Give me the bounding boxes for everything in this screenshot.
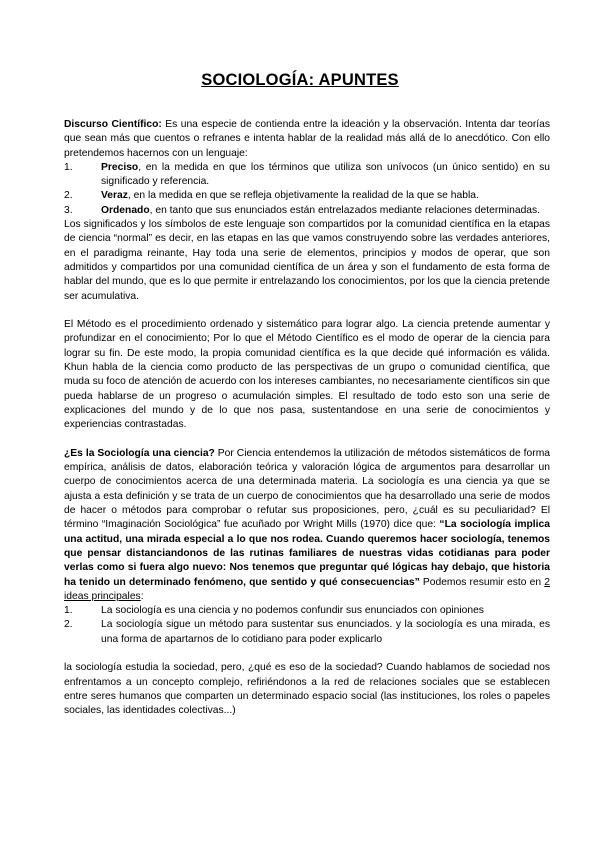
ciencia-text: Por Ciencia entendemos la utilización de métodos sistemáticos de forma empírica, análisis de datos, elaboración teórica y valoración lógica de argumentos para desarrollar un cuerpo de conocimientos acerca de una determinada materia. La sociología es una ciencia ya que se ajusta a esta definición y se trata de un cuerpo de conocimientos que ha desarrollado una serie de modos de hacer o métodos para comprobar o refutar sus proposiciones, pero, ¿cuál es su peculiaridad? El término “Imaginación Sociológica” fue acuñado por Wright Mills (1970) dice que: bbox=[64, 447, 550, 531]
discurso-paragraph bbox=[64, 118, 550, 161]
list-item bbox=[64, 618, 550, 647]
ciencia-paragraph: ¿Es la Sociología una ciencia? Por Ciencia entendemos la utilización de métodos sistemáticos de forma empírica, análisis de datos, elaboración teórica y valoración lógica de argumentos para desarrollar un cuerpo de conocimientos acerca de una determinada materia. La sociología es una ciencia ya que se ajusta a esta definición y se trata de un cuerpo de conocimientos que ha desarrollado una serie de modos de hacer o métodos para comprobar o refutar sus proposiciones, pero, ¿cuál es su peculiaridad? El término “Imaginación Sociológica” fue acuñado por Wright Mills (1970) dice que: “La sociología implica una actitud, una mirada especial a lo que nos rodea. Cuando queremos hacer sociología, tenemos que pensar distanciandonos de las rutinas familiares de nuestras vidas cotidianas para poder verlas como si fuera algo nuevo: Nos tenemos que preguntar qué lógicas hay debajo, que historia ha tenido un determinado fenómeno, que sentido y qué consecuencias” Podemos resumir esto en 2 ideas principales: bbox=[64, 447, 550, 602]
list-number: 1. bbox=[64, 161, 73, 173]
page-title: SOCIOLOGÍA: APUNTES bbox=[201, 71, 399, 89]
list-text: , en la medida en que los términos que utiliza son unívocos (un único sentido) en su significado y referencia. bbox=[101, 161, 550, 188]
mills-quote: “La sociología implica una actitud, una mirada especial a lo que nos rodea. Cuando queremos hacer sociología, tenemos que pensar distanciandonos de las rutinas familiares de nuestras vidas cotidianas para poder verlas como si fuera algo nuevo: Nos tenemos que preguntar qué lógicas hay debajo, que historia ha tenido un determinado fenómeno, que sentido y qué consecuencias” bbox=[64, 519, 550, 588]
list-text: La sociología es una ciencia y no podemos confundir sus enunciados con opiniones bbox=[101, 605, 484, 617]
metodo-paragraph: El Método es el procedimiento ordenado y sistemático para lograr algo. La ciencia pretende aumentar y profundizar en el conocimiento; Por lo que el Método Científico es el modo de operar de la ciencia para lograr su fin. De este modo, la propia comunidad científica es la que decide qué información es válida. Khun habla de la ciencia como producto de las perspectivas de un grupo o comunidad científica, que muda su foco de atención de acuerdo con los intereses cambiantes, no necesariamente científicos sin que pueda hablarse de un progreso o acumulación simples. El resultado de todo esto son una serie de explicaciones del mundo y de lo que nos pasa, sustentandose en una serie de conocimientos y experiencias contrastadas. bbox=[64, 319, 550, 431]
sociedad-paragraph: la sociología estudia la sociedad, pero, ¿qué es eso de la sociedad? Cuando hablamos de sociedad nos enfrentamos a un concepto complejo, refiriéndonos a la red de relaciones sociales que se establecen entre seres humanos que comparten un determinado espacio social (las instituciones, los roles o papeles sociales, las identidades colectivas...) bbox=[64, 662, 550, 717]
list-item bbox=[64, 189, 550, 203]
list-term: Preciso bbox=[101, 161, 139, 173]
discurso-after-paragraph: Los significados y los símbolos de este lenguaje son compartidos por la comunidad científica en la etapas de ciencia “normal” es decir, en las etapas en las que vamos construyendo sobre las verdades anteriores, en el paradigma reinante, Hay toda una serie de elementos, principios y modos de operar, que son admitidos y compartidos por una comunidad científica de un área y son el fundamento de esta forma de hablar del mundo, que es lo que permite ir entrelazando los conocimientos, por los que la ciencia pretende ser acumulativa. bbox=[64, 219, 550, 302]
discurso-text: Es una especie de contienda entre la ideación y la observación. Intenta dar teorías que sean más que cuentos o refranes e intenta hablar de la realidad más allá de lo anecdótico. Con ello pretendemos hacernos con un lenguaje: bbox=[64, 119, 550, 159]
list-text: , en la medida en que se refleja objetivamente la realidad de la que se habla. bbox=[127, 190, 479, 202]
list-item bbox=[64, 161, 550, 190]
list-number: 3. bbox=[64, 204, 73, 216]
ideas-link: 2 ideas principales bbox=[64, 576, 550, 602]
ciencia-question: ¿Es la Sociología una ciencia? bbox=[64, 447, 215, 459]
list-term: Ordenado bbox=[101, 204, 150, 216]
list-number: 2. bbox=[64, 190, 73, 202]
list-text: La sociología sigue un método para sustentar sus enunciados. y la sociología es una mirada, es una forma de apartarnos de lo cotidiano para poder explicarlo bbox=[101, 619, 550, 645]
list-item bbox=[64, 204, 550, 218]
list-term: Veraz bbox=[101, 190, 128, 202]
list-text: , en tanto que sus enunciados están entrelazados mediante relaciones determinadas. bbox=[149, 204, 541, 216]
ciencia-summary: Podemos resumir esto en bbox=[419, 576, 545, 588]
list-number: 2. bbox=[64, 619, 73, 631]
list-number: 1. bbox=[64, 605, 73, 617]
discurso-term: Discurso Científico: bbox=[64, 119, 162, 130]
document-body bbox=[64, 118, 550, 718]
list-item bbox=[64, 604, 550, 618]
